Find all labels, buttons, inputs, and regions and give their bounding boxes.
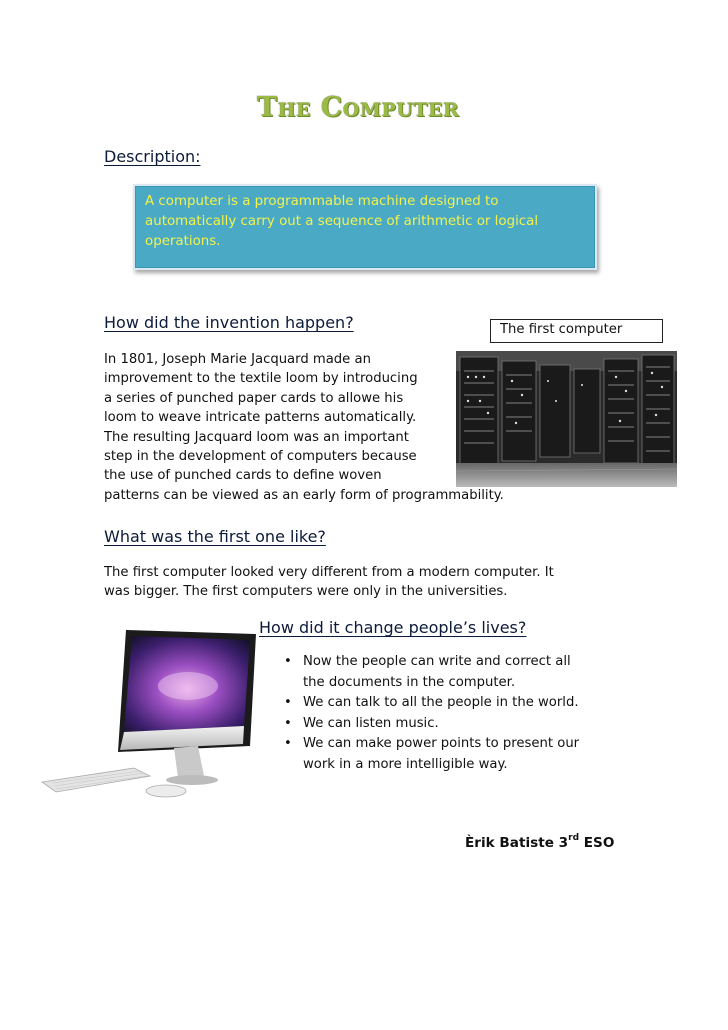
description-line: A computer is a programmable machine designed to — [145, 194, 499, 209]
first-one-line: The first computer looked very different from a modern computer. It — [104, 565, 554, 580]
author-name: Èrik Batiste 3 — [465, 835, 569, 851]
invention-line: patterns can be viewed as an early form of programmability. — [104, 487, 504, 503]
author-suffix: ESO — [579, 835, 615, 851]
list-item-line: Now the people can write and correct all — [303, 654, 571, 669]
list-item-line: We can talk to all the people in the world. — [303, 695, 579, 710]
bullet-icon: • — [284, 654, 292, 669]
invention-line: The resulting Jacquard loom was an important — [104, 429, 409, 445]
invention-line: improvement to the textile loom by introducing — [104, 371, 418, 387]
list-item — [280, 693, 700, 714]
invention-line: loom to weave intricate patterns automatically. — [104, 410, 417, 426]
document-title: The Computer — [256, 92, 460, 123]
list-item — [280, 734, 700, 775]
bullet-icon: • — [284, 736, 292, 751]
list-item-line: We can make power points to present our — [303, 736, 580, 751]
change-heading: How did it change people’s lives? — [259, 618, 527, 637]
invention-line: step in the development of computers because — [104, 449, 417, 465]
bullet-icon: • — [284, 715, 292, 731]
author-ordinal: rd — [568, 833, 580, 843]
list-item-line: We can listen music. — [303, 715, 439, 731]
author-signature — [465, 833, 614, 851]
change-list-wrap — [280, 652, 700, 775]
first-one-line: was bigger. The first computers were only in the universities. — [104, 584, 508, 600]
description-line: automatically carry out a sequence of arithmetic or logical — [145, 214, 539, 229]
list-item-line: work in a more intelligible way. — [303, 756, 508, 772]
list-item — [280, 714, 700, 735]
invention-heading: How did the invention happen? — [104, 313, 354, 332]
invention-line: the use of punched cards to define woven — [104, 468, 382, 484]
invention-text — [104, 350, 504, 505]
invention-line: a series of punched paper cards to allowe his — [104, 390, 404, 406]
list-item-line: the documents in the computer. — [303, 674, 516, 690]
description-heading: Description: — [104, 147, 201, 166]
bullet-icon: • — [284, 695, 292, 710]
description-line: operations. — [145, 234, 221, 249]
photo-caption: The first computer — [500, 322, 623, 337]
list-item — [280, 652, 700, 693]
invention-line: In 1801, Joseph Marie Jacquard made an — [104, 352, 371, 367]
description-text — [145, 192, 593, 252]
first-one-heading: What was the first one like? — [104, 527, 326, 546]
change-list — [280, 652, 700, 775]
modern-computer-image — [38, 626, 260, 804]
first-one-text — [104, 563, 554, 602]
